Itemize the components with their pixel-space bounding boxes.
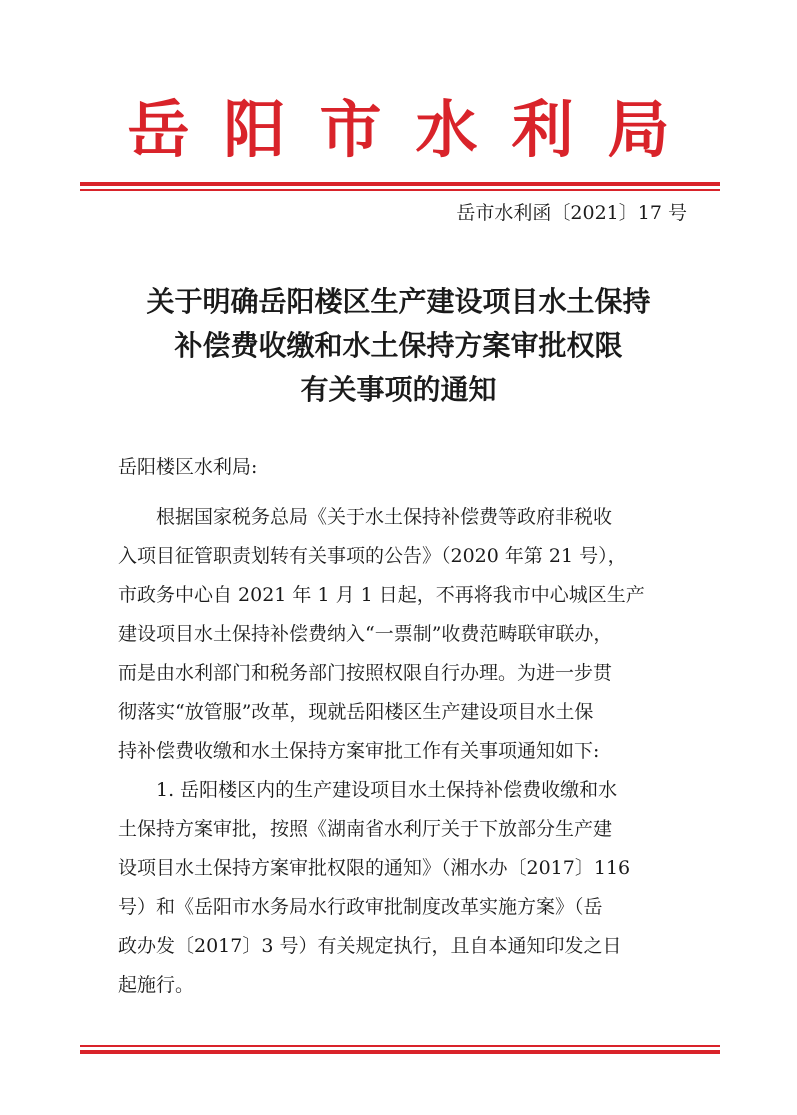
body-line: 政办发〔2017〕3 号）有关规定执行，且自本通知印发之日 [118,935,622,957]
title-line-1: 关于明确岳阳楼区生产建设项目水土保持 [146,285,651,318]
salutation: 岳阳楼区水利局: [118,456,258,478]
body-line: 起施行。 [118,974,195,996]
document-number: 岳市水利函〔2021〕17 号 [456,202,687,224]
title-line-3: 有关事项的通知 [300,373,497,406]
body-line: 1. 岳阳楼区内的生产建设项目水土保持补偿费收缴和水 [156,779,618,801]
body-text [118,504,698,1011]
footer-red-rule-thick [80,1050,720,1054]
title-line-2: 补偿费收缴和水土保持方案审批权限 [174,329,623,362]
header-red-rule-thick [80,182,720,186]
document-title [0,280,797,412]
body-line: 号）和《岳阳市水务局水行政审批制度改革实施方案》（岳 [118,896,603,918]
body-line: 持补偿费收缴和水土保持方案审批工作有关事项通知如下: [118,740,600,762]
body-line: 市政务中心自 2021 年 1 月 1 日起，不再将我市中心城区生产 [118,584,645,606]
body-line: 入项目征管职责划转有关事项的公告》（2020 年第 21 号）， [118,545,627,567]
body-line: 设项目水土保持方案审批权限的通知》（湘水办〔2017〕116 [118,857,631,879]
body-line: 建设项目水土保持补偿费纳入“一票制”收费范畴联审联办， [118,623,613,645]
issuing-organization-name: 岳阳市水利局 [127,93,704,166]
body-line: 土保持方案审批，按照《湖南省水利厅关于下放部分生产建 [118,818,613,840]
body-line: 彻落实“放管服”改革，现就岳阳楼区生产建设项目水土保 [118,701,594,723]
body-line: 而是由水利部门和税务部门按照权限自行办理。为进一步贯 [118,662,613,684]
footer-red-rule-thin [80,1045,720,1047]
header-red-rule-thin [80,189,720,191]
body-line: 根据国家税务总局《关于水土保持补偿费等政府非税收 [156,506,613,528]
